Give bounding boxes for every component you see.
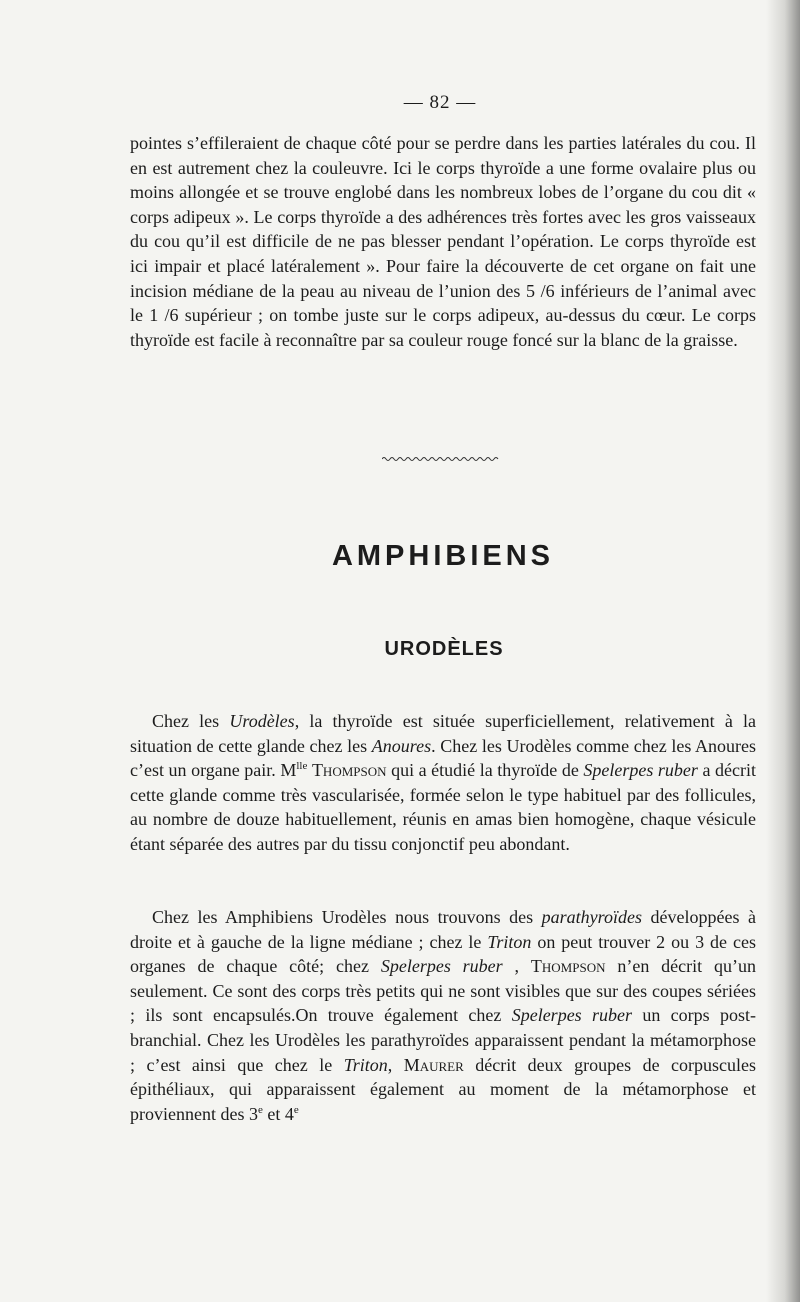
italic-term: Anoures: [371, 735, 432, 756]
paragraph-1: pointes s’effileraient de chaque côté pour se perdre dans les parties latérales du cou. Il en est autrement chez la couleuvre. Ici le corps thyroïde a une forme ovalaire plus ou moins allongée et se trouve englobé dans les nombreux lobes de l’organe du cou dit « corps adipeux ». Le corps thyroïde a des adhérences très fortes avec les gros vaisseaux du cou qu’il est difficile de ne pas blesser pendant l’opération. Le corps thyroïde est ici impair et placé latéralement ». Pour faire la découverte de cet organe on fait une incision médiane de la peau au niveau de l’union des 5 /6 inférieurs de l’animal avec le 1 /6 supérieur ; on tombe juste sur le corps adipeux, au-dessus du cœur. Le corps thyroïde est facile à reconnaître par sa couleur rouge foncé sur la blanc de la graisse.: [130, 133, 756, 350]
page-number: — 82 —: [403, 92, 477, 113]
text-run: décrit deux groupes de corpuscules épithéliaux, qui apparaissent également au moment de la métamorphose et proviennent des 3: [130, 1054, 756, 1124]
italic-term: Spelerpes ruber: [511, 1005, 633, 1026]
italic-term: Urodèles: [229, 711, 295, 731]
italic-term: Spelerpes ruber: [583, 760, 698, 781]
text-run: on peut trouver 2 ou 3 de ces organes de chaque côté; chez: [130, 931, 756, 977]
superscript: e: [293, 1103, 299, 1116]
paragraph-2: [130, 709, 756, 857]
text-run: ,: [387, 1054, 404, 1075]
italic-term: parathyroïdes: [541, 907, 642, 927]
author-name: Thompson: [530, 956, 606, 977]
text-run: un corps post-branchial. Chez les Urodèles les parathyroïdes apparaissent pendant la métamorphose ; c’est ainsi que chez le: [130, 1005, 756, 1075]
section-subtitle: URODÈLES: [384, 638, 504, 660]
author-name: Maurer: [403, 1054, 464, 1075]
italic-term: Triton: [343, 1054, 388, 1075]
italic-term: Triton: [487, 931, 532, 952]
text-run: , la thyroïde est située superficiellement, relativement à la situation de cette glande chez les: [130, 711, 756, 756]
text-run: ,: [502, 956, 531, 977]
paragraph-3: [130, 905, 756, 1126]
superscript: lle: [296, 760, 308, 773]
text-run: Chez les Amphibiens Urodèles nous trouvons des: [152, 907, 542, 927]
text-run: et 4: [262, 1103, 294, 1124]
text-run: . Chez les Urodèles comme chez les Anoures c’est un organe pair. M: [130, 735, 756, 781]
italic-term: Spelerpes ruber: [380, 956, 503, 977]
text-run: qui a étudié la thyroïde de: [386, 760, 584, 781]
text-run: Chez les: [152, 711, 230, 731]
author-name: Thompson: [311, 760, 387, 781]
text-run: développées à droite et à gauche de la ligne médiane ; chez le: [130, 907, 756, 952]
superscript: e: [257, 1103, 263, 1116]
ornament-divider: [382, 455, 500, 463]
text-run: n’en décrit qu’un seulement. Ce sont des corps très petits qui ne sont visibles que sur des coupes sériées ; ils sont encapsulés.On trouve également chez: [130, 956, 757, 1026]
text-run: a décrit cette glande comme très vascularisée, formée selon le type habituel par des follicules, au nombre de douze habituellement, réunis en amas bien homogène, chaque vésicule étant séparée des autres par du tissu conjonctif peu abondant.: [130, 760, 757, 854]
section-title: AMPHIBIENS: [331, 540, 555, 572]
